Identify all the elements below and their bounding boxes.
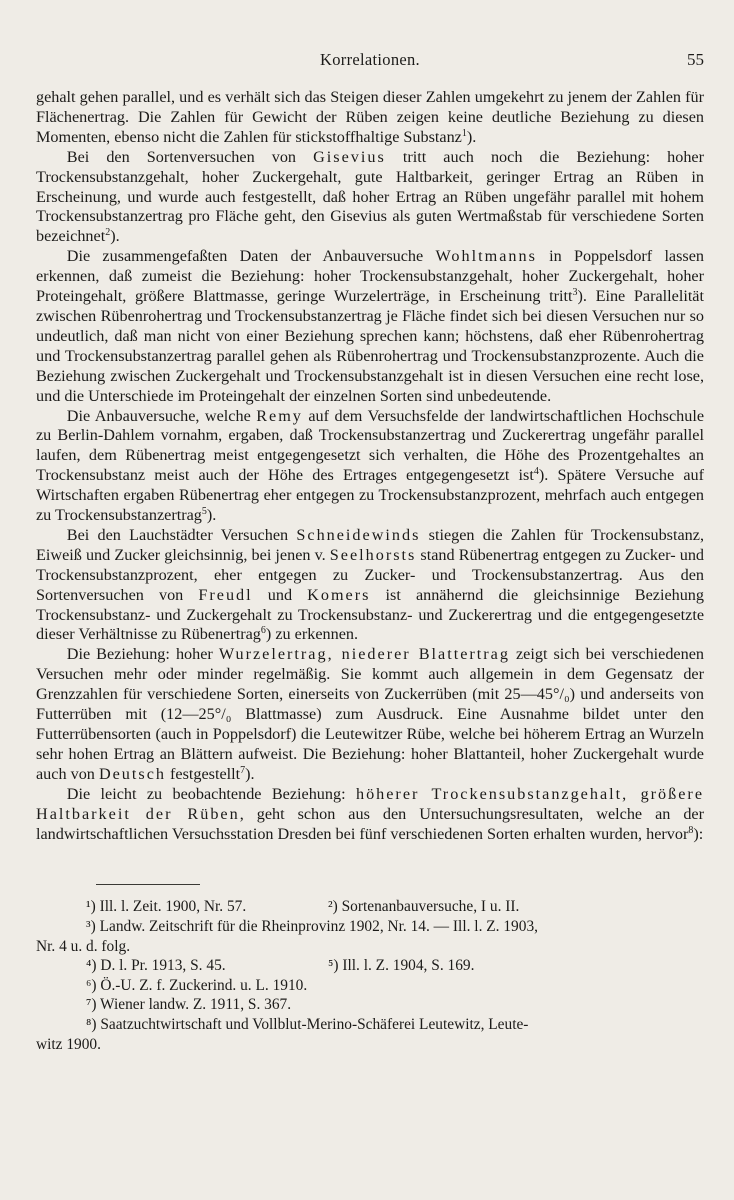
footnote: ³) Landw. Zeitschrift für die Rheinprovinz 1902, Nr. 14. — Ill. l. Z. 1903, bbox=[86, 918, 538, 936]
author-name: Schneidewinds bbox=[296, 525, 421, 544]
footnote-continuation: witz 1900. bbox=[36, 1035, 101, 1053]
footnote-row bbox=[36, 1015, 704, 1054]
footnote-divider bbox=[96, 884, 200, 885]
footnotes bbox=[36, 897, 704, 1054]
paragraph: Bei den Lauchstädter Versuchen Schneidewinds stiegen die Zahlen für Trockensubstanz, Eiweiß und Zucker gleichsinnig, bei jenen v. Seelhorsts stand Rübenertrag entgegen zu Zucker- und Trockensubstanzprozent, eher entgegen zu Zucker- und Trockensubstanzertrag. Aus den Sortenversuchen von Freudl und Komers ist annähernd die gleichsinnige Beziehung Trockensubstanz- und Zuckergehalt zu Trockensubstanz- und Zuckerertrag und die entgegengesetzte dieser Verhältnisse zu Rübenertrag$^6$) zu erkennen. bbox=[36, 525, 705, 644]
footnote: ⁸) Saatzuchtwirtschaft und Vollblut-Merino-Schäferei Leutewitz, Leute- bbox=[86, 1016, 529, 1033]
footnote: ⁷) Wiener landw. Z. 1911, S. 367. bbox=[86, 996, 292, 1014]
author-name: Remy bbox=[256, 406, 303, 425]
paragraph: Die Beziehung: hoher Wurzelertrag, niederer Blattertrag zeigt sich bei verschiedenen Versuchen mehr oder minder regelmäßig. Sie kommt auch allgemein in dem Gegensatz der Grenzzahlen für verschiedene Sorten, einerseits von Zuckerrüben (mit 25—45°/₀) und anderseits von Futterrüben mit (12—25°/₀ Blattmasse) zum Ausdruck. Eine Ausnahme bildet unter den Futterrübensorten (auch in Poppelsdorf) die Leutewitzer Rübe, welche bei höherem Ertrag an Wurzeln sehr hohen Ertrag an Blättern aufweist. Die Beziehung: hoher Blattanteil, hoher Zuckergehalt wurde auch von Deutsch festgestellt$^7$). bbox=[36, 645, 704, 783]
footnote-row bbox=[36, 956, 704, 976]
footnote-row bbox=[36, 976, 704, 996]
page-number: 55 bbox=[687, 50, 704, 69]
author-name: Deutsch bbox=[98, 764, 166, 783]
paragraph: gehalt gehen parallel, und es verhält sich das Steigen dieser Zahlen umgekehrt zu jenem der Zahlen für Flächenertrag. Die Zahlen für Gewicht der Rüben zeigen keine deutliche Beziehung zu diesen Momenten, ebenso nicht die Zahlen für stickstoffhaltige Substanz$^1$). bbox=[36, 88, 704, 146]
emphasis: Wurzelertrag, niederer Blattertrag bbox=[218, 645, 510, 664]
paragraph: Die zusammengefaßten Daten der Anbauversuche Wohltmanns in Poppelsdorf lassen erkennen, daß zumeist die Beziehung: hoher Trockensubstanzgehalt, hoher Zuckergehalt, hoher Proteingehalt, größere Blattmasse, geringe Wurzelerträge, in Erscheinung tritt$^3$). Eine Parallelität zwischen Rübenrohertrag und Trockensubstanzertrag je Fläche findet sich bei diesen Versuchen nur so undeutlich, daß man nicht von einer Beziehung sprechen kann; höchstens, daß eher Rübenrohertrag und Trockensubstanzertrag parallel gehen als Rübenrohertrag und Trockensubstanzprozente. Auch die Beziehung zwischen Zuckergehalt und Trockensubstanzgehalt ist in diesen Versuchen eine recht lose, und die Unterschiede im Proteingehalt der einzelnen Sorten sind unbedeutende. bbox=[36, 247, 704, 405]
author-name: Seelhorsts bbox=[329, 545, 417, 564]
running-title: Korrelationen. bbox=[320, 50, 420, 69]
author-name: Freudl bbox=[198, 585, 253, 604]
body-text bbox=[36, 88, 704, 844]
footnote: ⁴) D. l. Pr. 1913, S. 45. bbox=[86, 957, 226, 975]
footnote-row bbox=[36, 897, 704, 917]
author-name: Wohltmanns bbox=[435, 247, 537, 266]
paragraph: Bei den Sortenversuchen von Gisevius tritt auch noch die Beziehung: hoher Trockensubstanzgehalt, hoher Zuckergehalt, gute Haltbarkeit, geringer Ertrag an Rüben in Erscheinung, und wurde auch festgestellt, daß hoher Ertrag an Rüben ungefähr parallel mit hohem Trockensubstanzertrag pro Fläche geht, den Gisevius als guten Wertmaßstab für verschiedene Sorten bezeichnet$^2$). bbox=[36, 147, 705, 246]
footnote-continuation: Nr. 4 u. d. folg. bbox=[36, 937, 131, 955]
footnote: ⁵) Ill. l. Z. 1904, S. 169. bbox=[328, 957, 475, 975]
footnote: ⁶) Ö.-U. Z. f. Zuckerind. u. L. 1910. bbox=[86, 976, 308, 994]
author-name: Gisevius bbox=[313, 147, 386, 166]
footnote-row bbox=[36, 917, 704, 956]
paragraph: Die Anbauversuche, welche Remy auf dem Versuchsfelde der landwirtschaftlichen Hochschule zu Berlin-Dahlem vornahm, ergaben, daß Trockensubstanzertrag und Zuckerertrag ungefähr parallel laufen, dem Rübenertrag meist entgegengesetzt sich verhalten, die Höhe des Prozentgehaltes an Trockensubstanz meist auch der Höhe des Ertrages entgegengesetzt ist$^4$). Spätere Versuche auf Wirtschaften ergaben Rübenertrag eher entgegen zu Trockensubstanzprozent, mehrfach auch entgegen zu Trockensubstanzertrag$^5$). bbox=[36, 406, 705, 525]
footnote-row bbox=[36, 995, 704, 1015]
footnote: ¹) Ill. l. Zeit. 1900, Nr. 57. bbox=[86, 898, 247, 916]
author-name: Komers bbox=[307, 585, 371, 604]
paragraph: Die leicht zu beobachtende Beziehung: höherer Trockensubstanzgehalt, größere Haltbarkeit der Rüben, geht schon aus den Untersuchungsresultaten, welche an der landwirtschaftlichen Versuchsstation Dresden bei fünf verschiedenen Sorten erhalten wurden, hervor$^8$): bbox=[36, 784, 705, 843]
footnote: ²) Sortenanbauversuche, I u. II. bbox=[328, 898, 520, 916]
emphasis: höherer Trockensubstanzgehalt, größere Haltbarkeit der Rüben bbox=[36, 784, 705, 823]
running-header bbox=[36, 46, 704, 70]
